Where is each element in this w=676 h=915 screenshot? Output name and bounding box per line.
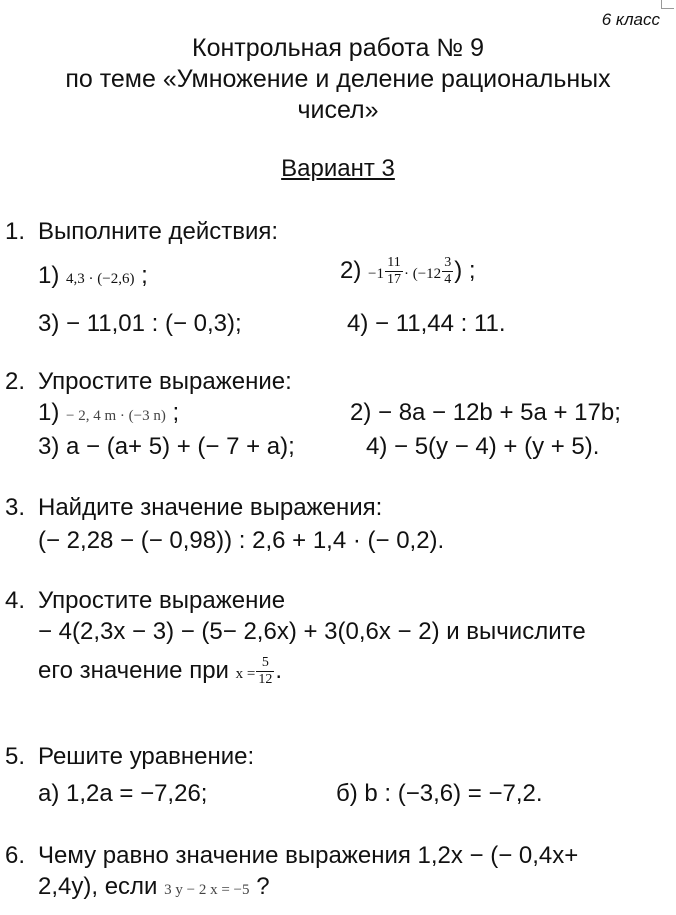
task-1-text: Выполните действия:	[38, 218, 279, 245]
task-2-item-d: 4) − 5(y − 4) + (y + 5).	[366, 433, 600, 460]
task-5-item-a: а) 1,2a = −7,26;	[38, 780, 208, 807]
task-5-text: Решите уравнение:	[38, 743, 255, 770]
task-1-item-a: 1) 4,3 · (−2,6) ;	[38, 262, 148, 289]
task-2-text: Упростите выражение:	[38, 368, 292, 395]
title-line-3: чисел»	[297, 96, 379, 124]
task-4-number: 4.	[5, 587, 26, 614]
task-3-text: Найдите значение выражения:	[38, 494, 383, 521]
task-3-expression: (− 2,28 − (− 0,98)) : 2,6 + 1,4 · (− 0,2).	[38, 527, 445, 554]
title-line-2: по теме «Умножение и деление рациональных	[65, 65, 611, 93]
task-4-text: Упростите выражение	[38, 587, 286, 614]
task-4-expression: − 4(2,3x − 3) − (5− 2,6x) + 3(0,6x − 2) и вычислите	[38, 618, 586, 645]
task-5-item-b: б) b : (−3,6) = −7,2.	[336, 780, 543, 807]
task-4-condition: его значение при x = $\frac{5}{12}$ .	[38, 655, 283, 687]
task-2-item-c: 3) a − (a+ 5) + (− 7 + a);	[38, 433, 295, 460]
fraction-11-17: $\frac{11}{17}$	[386, 255, 401, 287]
fraction-3-4: $\frac{3}{4}$	[444, 255, 452, 287]
grade-label: 6 класс	[601, 10, 660, 29]
variant-heading: Вариант 3	[281, 155, 395, 182]
task-5-number: 5.	[5, 743, 26, 770]
task-6-number: 6.	[5, 842, 26, 869]
task-3-number: 3.	[5, 494, 26, 521]
task-2-item-b: 2) − 8a − 12b + 5a + 17b;	[350, 399, 621, 426]
task-1-number: 1.	[5, 218, 26, 245]
task-6-text: Чему равно значение выражения 1,2x − (− 0,4x+	[38, 842, 579, 869]
task-1-item-d: 4) − 11,44 : 11.	[347, 310, 506, 337]
task-6-condition: 2,4y), если 3 y − 2 x = −5 ?	[38, 873, 270, 900]
title-line-1: Контрольная работа № 9	[192, 34, 484, 62]
task-2-number: 2.	[5, 368, 26, 395]
task-2-item-a: 1) − 2, 4 m · (−3 n) ;	[38, 399, 180, 426]
fraction-5-12: $\frac{5}{12}$	[258, 655, 273, 687]
page-corner-mark	[661, 0, 674, 9]
task-1-item-b: 2) −1 $\frac{11}{17}$ · (−12 $\frac{3}{4}$ ) ;	[340, 255, 476, 287]
task-1-item-c: 3) − 11,01 : (− 0,3);	[38, 310, 242, 337]
